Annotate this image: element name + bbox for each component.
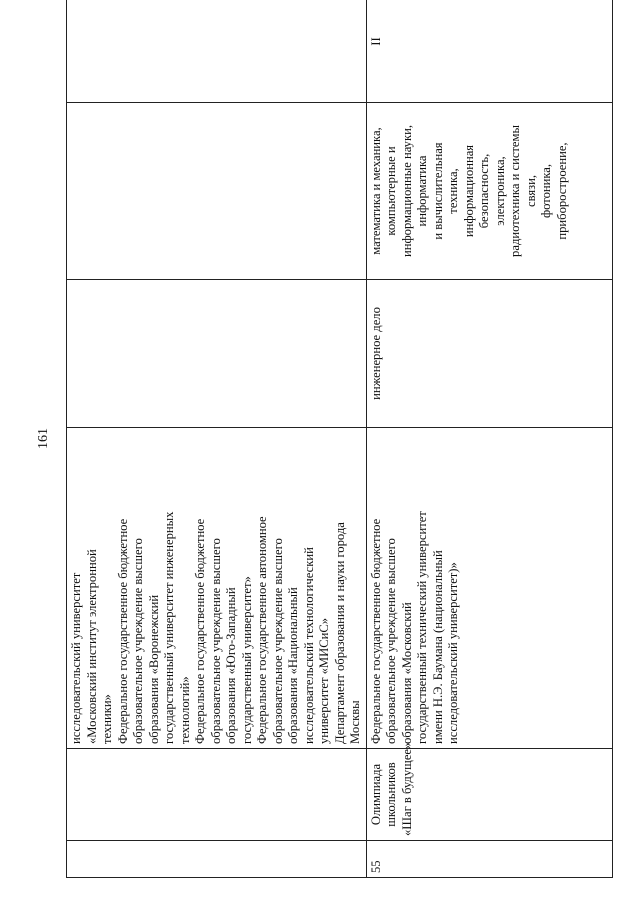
organizer-line: исследовательский технологический bbox=[301, 547, 316, 744]
organizer-line: «Московский институт электронной bbox=[84, 549, 99, 744]
profile-cell bbox=[67, 280, 367, 428]
row-number-cell: 55 bbox=[366, 841, 612, 878]
olympiad-name-line: Олимпиада bbox=[368, 763, 383, 826]
row-number-cell bbox=[67, 841, 367, 878]
subject-line: математика и механика, bbox=[368, 127, 383, 255]
organizer-line: исследовательский университет bbox=[69, 572, 83, 744]
table-row bbox=[366, 0, 612, 878]
olympiad-name-cell bbox=[366, 742, 612, 841]
level-cell bbox=[67, 0, 367, 103]
organizer-line: образования «Московский bbox=[399, 602, 414, 744]
organizer-line: Федеральное государственное бюджетное bbox=[115, 518, 130, 744]
rotated-page bbox=[66, 35, 604, 878]
organizer-line: государственный технический университет bbox=[415, 511, 429, 744]
subject-line: информационные науки, bbox=[399, 125, 414, 257]
olympiad-name-line: школьников bbox=[384, 762, 398, 827]
organizer-line: государственный университет» bbox=[239, 576, 254, 744]
page-number: 161 bbox=[36, 428, 51, 449]
profile-cell: инженерное дело bbox=[366, 280, 612, 428]
subject-line: информатика bbox=[415, 155, 429, 227]
organizer-line: образовательное учреждение высшего bbox=[131, 538, 145, 744]
organizer-line: Департамент образования и науки города bbox=[332, 522, 347, 744]
organizers-cell bbox=[67, 428, 367, 749]
table-row bbox=[67, 0, 367, 878]
subjects-cell bbox=[366, 103, 612, 280]
organizer-line: университет «МИСиС» bbox=[317, 617, 331, 744]
olympiad-name-cell bbox=[67, 749, 367, 841]
olympiad-table bbox=[66, 0, 613, 878]
level-cell: II bbox=[366, 0, 612, 103]
organizer-line: технологий» bbox=[177, 676, 192, 744]
organizer-line: образовательное учреждение высшего bbox=[384, 538, 398, 744]
olympiad-name-line: «Шаг в будущее» bbox=[399, 742, 414, 836]
subject-line: электроника, bbox=[492, 156, 507, 226]
organizer-line: государственный университет инженерных bbox=[162, 511, 176, 744]
subject-line: и вычислительная bbox=[430, 142, 445, 240]
subject-line: безопасность, bbox=[477, 153, 491, 229]
subject-line: компьютерные и bbox=[384, 146, 398, 236]
organizer-line: образования «Воронежский bbox=[146, 594, 161, 744]
subject-line: техника, bbox=[446, 168, 460, 214]
organizer-line: имени Н.Э. Баумана (национальный bbox=[430, 550, 445, 744]
organizers-cell bbox=[366, 428, 612, 749]
subjects-cell bbox=[67, 103, 367, 280]
subject-line: приборостроение, bbox=[554, 142, 569, 240]
organizer-line: исследовательский университет)» bbox=[446, 562, 460, 744]
organizer-line: техники» bbox=[100, 694, 114, 744]
subject-line: радиотехника и системы bbox=[508, 125, 522, 257]
organizer-line: Москвы bbox=[348, 700, 362, 744]
organizer-line: образовательное учреждение высшего bbox=[208, 538, 223, 744]
organizer-line: образования «Юго-Западный bbox=[224, 587, 238, 744]
organizer-line: Федеральное государственное бюджетное bbox=[193, 518, 207, 744]
organizer-line: образования «Национальный bbox=[286, 587, 300, 744]
organizer-line: Федеральное государственное автономное bbox=[255, 516, 269, 744]
organizer-line: образовательное учреждение высшего bbox=[270, 538, 285, 744]
subject-line: информационная bbox=[461, 144, 476, 238]
subject-line: фотоника, bbox=[539, 163, 553, 219]
subject-line: связи, bbox=[523, 174, 538, 208]
organizer-line: Федеральное государственное бюджетное bbox=[368, 518, 383, 744]
